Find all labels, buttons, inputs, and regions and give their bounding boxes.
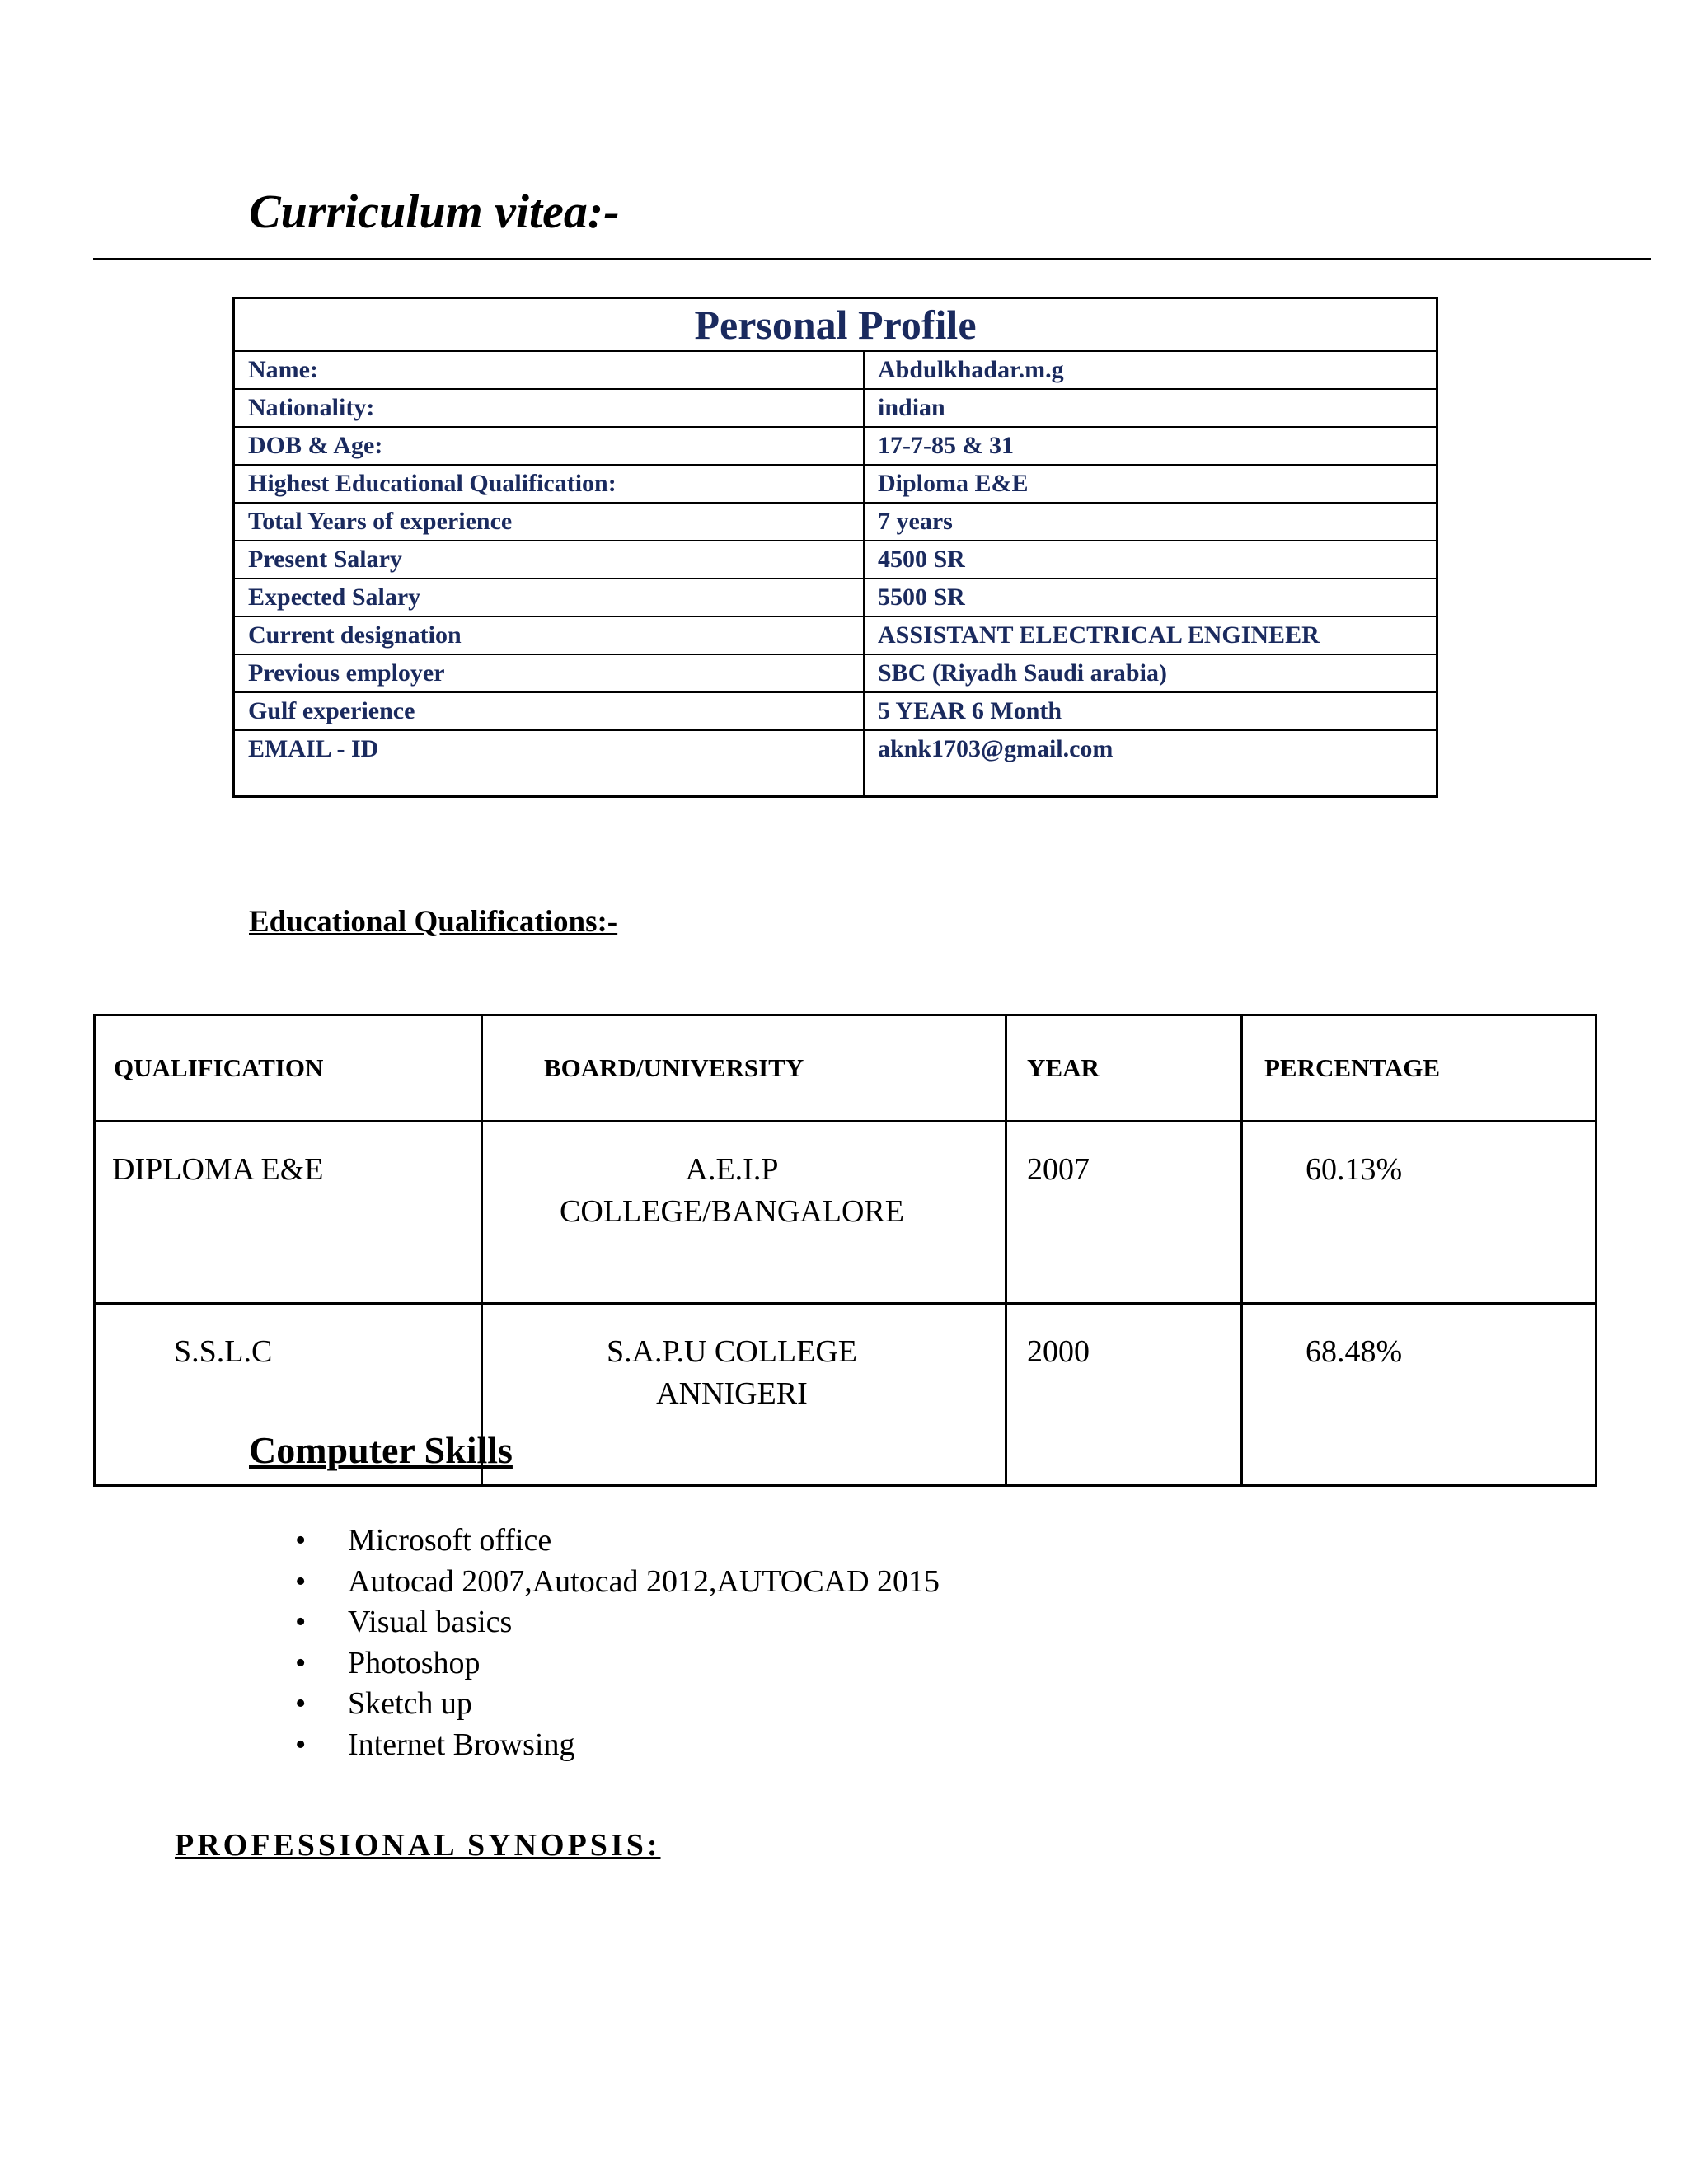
profile-value: 4500 SR [864, 541, 1437, 579]
bullet-icon: • [295, 1686, 307, 1721]
profile-value: ASSISTANT ELECTRICAL ENGINEER [864, 616, 1437, 654]
column-header-board: BOARD/UNIVERSITY [482, 1015, 1006, 1122]
board-cell [482, 1122, 1006, 1304]
skill-label: Microsoft office [348, 1523, 552, 1558]
bullet-icon: • [295, 1727, 307, 1762]
skill-label: Sketch up [348, 1686, 472, 1721]
profile-row-qualification [234, 465, 1437, 503]
page-title: Curriculum vitea:- [249, 185, 620, 238]
professional-synopsis-heading: PROFESSIONAL SYNOPSIS: [175, 1828, 661, 1863]
skill-label: Autocad 2007,Autocad 2012,AUTOCAD 2015 [348, 1563, 940, 1599]
board-cell [482, 1304, 1006, 1486]
year-cell: 2000 [1006, 1304, 1242, 1486]
column-header-percentage: PERCENTAGE [1242, 1015, 1597, 1122]
profile-label: Gulf experience [234, 692, 865, 730]
profile-row-gulf-experience [234, 692, 1437, 730]
profile-value: 5500 SR [864, 579, 1437, 616]
profile-label: Current designation [234, 616, 865, 654]
percentage-cell: 60.13% [1242, 1122, 1597, 1304]
profile-value-email: aknk1703@gmail.com [864, 730, 1437, 797]
profile-label: Highest Educational Qualification: [234, 465, 865, 503]
profile-row-email [234, 730, 1437, 797]
profile-value: indian [864, 389, 1437, 427]
skill-label: Internet Browsing [348, 1727, 575, 1762]
qualification-cell: DIPLOMA E&E [95, 1122, 482, 1304]
list-item [0, 1562, 940, 1603]
computer-skills-list [0, 1521, 940, 1765]
profile-value: 17-7-85 & 31 [864, 427, 1437, 465]
education-heading: Educational Qualifications:- [249, 905, 618, 939]
board-line: A.E.I.P [685, 1152, 779, 1187]
column-header-year: YEAR [1006, 1015, 1242, 1122]
profile-row-experience [234, 503, 1437, 541]
skill-label: Visual basics [348, 1605, 513, 1639]
profile-label: Total Years of experience [234, 503, 865, 541]
profile-label: DOB & Age: [234, 427, 865, 465]
list-item [0, 1684, 940, 1725]
profile-value: Abdulkhadar.m.g [864, 351, 1437, 389]
skill-label: Photoshop [348, 1645, 481, 1680]
profile-label: EMAIL - ID [234, 730, 865, 797]
education-header-row [95, 1015, 1597, 1122]
personal-profile-table [232, 297, 1438, 798]
board-line: S.A.P.U COLLEGE [606, 1334, 858, 1369]
profile-value: Diploma E&E [864, 465, 1437, 503]
profile-label: Previous employer [234, 654, 865, 692]
personal-profile-heading: Personal Profile [234, 298, 1437, 352]
board-line: COLLEGE/BANGALORE [560, 1194, 904, 1229]
profile-value: 7 years [864, 503, 1437, 541]
profile-value: 5 YEAR 6 Month [864, 692, 1437, 730]
computer-skills-heading: Computer Skills [249, 1429, 513, 1471]
profile-label: Name: [234, 351, 865, 389]
board-line: ANNIGERI [656, 1376, 808, 1411]
profile-row-present-salary [234, 541, 1437, 579]
list-item [0, 1602, 940, 1643]
percentage-cell: 68.48% [1242, 1304, 1597, 1486]
table-row [95, 1122, 1597, 1304]
bullet-icon: • [295, 1523, 307, 1558]
title-divider [93, 258, 1651, 260]
bullet-icon: • [295, 1605, 307, 1639]
profile-value: SBC (Riyadh Saudi arabia) [864, 654, 1437, 692]
list-item [0, 1725, 940, 1766]
year-cell: 2007 [1006, 1122, 1242, 1304]
profile-label: Present Salary [234, 541, 865, 579]
profile-label: Nationality: [234, 389, 865, 427]
column-header-qualification: QUALIFICATION [95, 1015, 482, 1122]
education-table [93, 1014, 1597, 1487]
profile-row-previous-employer [234, 654, 1437, 692]
profile-row-designation [234, 616, 1437, 654]
qualification-cell: S.S.L.C [95, 1304, 482, 1486]
bullet-icon: • [295, 1563, 307, 1599]
bullet-icon: • [295, 1645, 307, 1680]
list-item [0, 1521, 940, 1562]
list-item [0, 1643, 940, 1685]
profile-row-nationality [234, 389, 1437, 427]
profile-row-name [234, 351, 1437, 389]
profile-row-dob-age [234, 427, 1437, 465]
profile-label: Expected Salary [234, 579, 865, 616]
profile-row-expected-salary [234, 579, 1437, 616]
